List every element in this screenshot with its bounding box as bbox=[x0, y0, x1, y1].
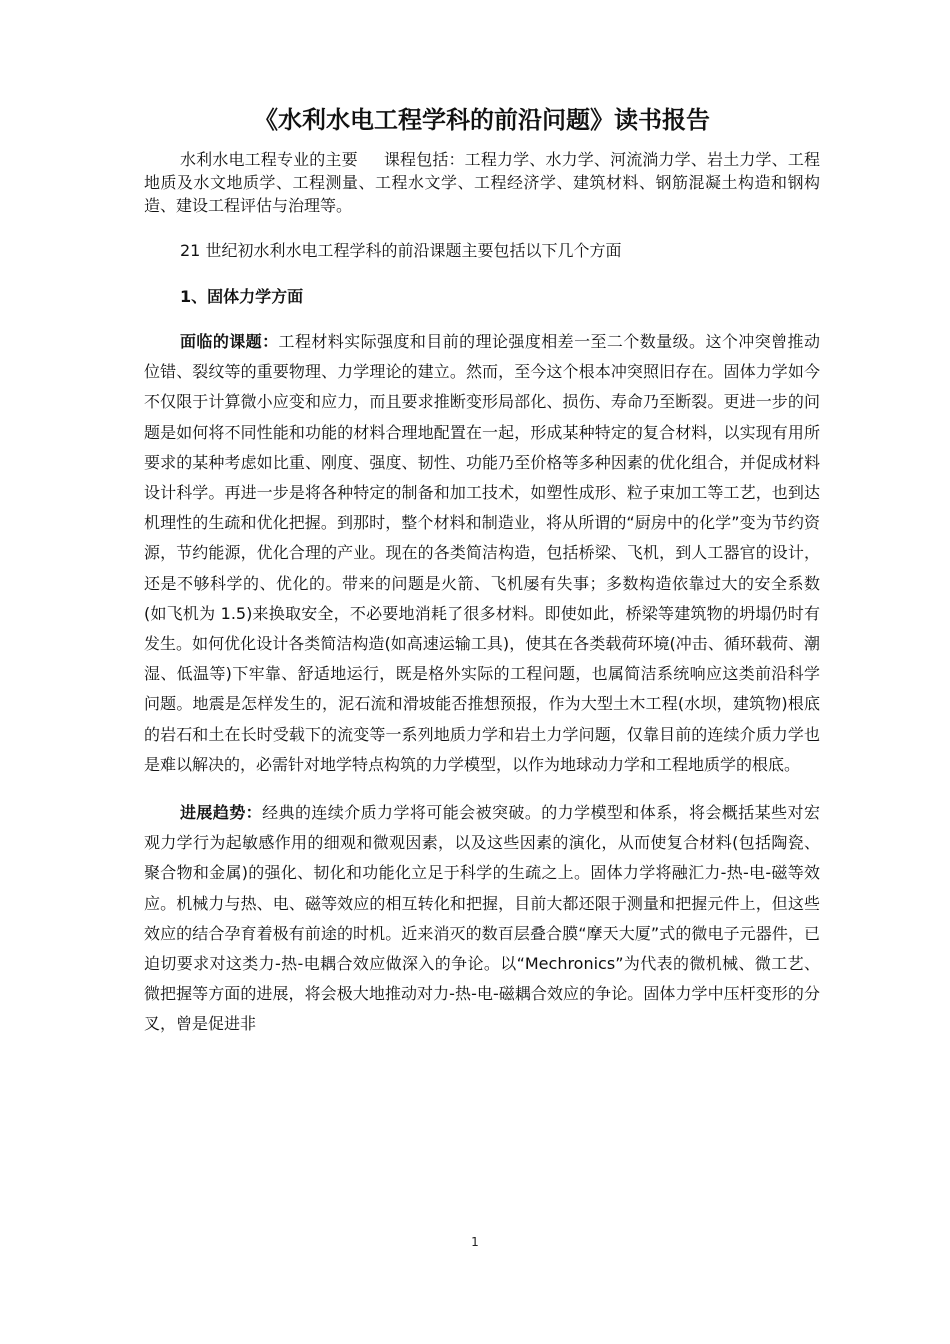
paragraph-trends bbox=[144, 798, 820, 1040]
paragraph-challenges-text: 工程材料实际强度和目前的理论强度相差一至二个数量级。这个冲突曾推动位错、裂纹等的重要物理、力学理论的建立。然而，至今这个根本冲突照旧存在。固体力学如今不仅限于计算微小应变和应力，而且要求推断变形局部化、损伤、寿命乃至断裂。更进一步的问题是如何将不同性能和功能的材料合理地配置在一起，形成某种特定的复合材料，以实现有用所要求的某种考虑如比重、刚度、强度、韧性、功能乃至价格等多种因素的优化组合，并促成材料设计科学。再进一步是将各种特定的制备和加工技术，如塑性成形、粒子束加工等工艺，也到达机理性的生疏和优化把握。到那时，整个材料和制造业，将从所谓的“厨房中的化学”变为节约资源，节约能源，优化合理的产业。现在的各类简洁构造，包括桥梁、飞机，到人工器官的设计，还是不够科学的、优化的。带来的问题是火箭、飞机屡有失事；多数构造依靠过大的安全系数(如飞机为 1.5)来换取安全，不必要地消耗了很多材料。即使如此，桥梁等建筑物的坍塌仍时有发生。如何优化设计各类简洁构造(如高速运输工具)，使其在各类载荷环境(冲击、循环载荷、潮湿、低温等)下牢靠、舒适地运行，既是格外实际的工程问题，也属简洁系统响应这类前沿科学问题。地震是怎样发生的，泥石流和滑坡能否推想预报，作为大型土木工程(水坝，建筑物)根底的岩石和土在长时受载下的流变等一系列地质力学和岩土力学问题，仅靠目前的连续介质力学也是难以解决的，必需针对地学特点构筑的力学模型，以作为地球动力学和工程地质学的根底。 bbox=[144, 332, 820, 774]
paragraph-challenges-label: 面临的课题： bbox=[180, 332, 279, 351]
document-body bbox=[144, 100, 820, 1040]
paragraph-trends-text: 经典的连续介质力学将可能会被突破。的力学模型和体系，将会概括某些对宏观力学行为起敏感作用的细观和微观因素，以及这些因素的演化，从而使复合材料(包括陶瓷、聚合物和金属)的强化、韧化和功能化立足于科学的生疏之上。固体力学将融汇力-热-电-磁等效应。机械力与热、电、磁等效应的相互转化和把握，目前大都还限于测量和把握元件上，但这些效应的结合孕育着极有前途的时机。近来消灭的数百层叠合膜“摩天大厦”式的微电子元器件，已迫切要求对这类力-热-电耦合效应做深入的争论。以“Mechronics”为代表的微机械、微工艺、微把握等方面的进展，将会极大地推动对力-热-电-磁耦合效应的争论。固体力学中压杆变形的分叉，曾是促进非 bbox=[144, 803, 820, 1034]
page-number: 1 bbox=[471, 1235, 479, 1249]
paragraph-trends-label: 进展趋势： bbox=[180, 803, 263, 823]
intro-text-part2: 课程包括：工程力学、水力学、河流淌力学、岩土力学、工程地质及水文地质学、工程测量、工程水文学、工程经济学、建筑材料、钢筋混凝土构造和钢构造、建设工程评估与治理等。 bbox=[144, 150, 820, 215]
intro-paragraph bbox=[144, 148, 820, 217]
paragraph-challenges bbox=[144, 327, 820, 780]
lead-paragraph: 21 世纪初水利水电工程学科的前沿课题主要包括以下几个方面 bbox=[180, 241, 622, 260]
intro-text-part1: 水利水电工程专业的主要 bbox=[180, 150, 358, 169]
section-heading-solid-mechanics: 1、固体力学方面 bbox=[180, 287, 304, 306]
document-title: 《水利水电工程学科的前沿问题》读书报告 bbox=[254, 106, 710, 134]
